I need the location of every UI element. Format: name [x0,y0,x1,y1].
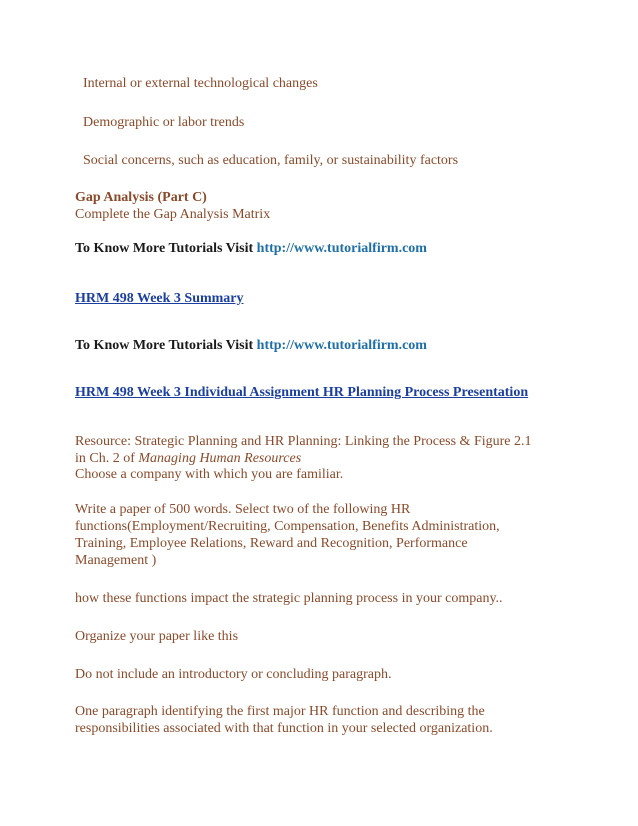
no-intro-text: Do not include an introductory or concluding paragraph. [75,667,392,682]
bullet-technological-changes: Internal or external technological changes [83,76,318,91]
impact-text: how these functions impact the strategic planning process in your company.. [75,591,503,606]
bullet-social-concerns: Social concerns, such as education, family, or sustainability factors [83,153,459,168]
gap-analysis-heading: Gap Analysis (Part C) [75,190,207,205]
paper-line-3: Training, Employee Relations, Reward and Recognition, Performance [75,536,468,551]
paper-line-2: functions(Employment/Recruiting, Compensation, Benefits Administration, [75,519,500,534]
paragraph-line-2: responsibilities associated with that function in your selected organization. [75,721,493,736]
promo-line-1 [75,240,427,257]
promo-line-2 [75,337,427,354]
resource-line-3: Choose a company with which you are familiar. [75,467,344,482]
promo-url-1[interactable]: http://www.tutorialfirm.com [256,241,427,256]
organize-text: Organize your paper like this [75,629,239,644]
link-week3-summary[interactable]: HRM 498 Week 3 Summary [75,291,244,306]
paper-line-1: Write a paper of 500 words. Select two of the following HR [75,502,411,517]
bullet-demographic-trends: Demographic or labor trends [83,115,245,130]
paragraph-line-1: One paragraph identifying the first major HR function and describing the [75,704,485,719]
resource-line-2 [75,450,301,467]
promo-text-1: To Know More Tutorials Visit [75,241,257,256]
paper-line-4: Management ) [75,553,157,568]
link-week3-assignment[interactable]: HRM 498 Week 3 Individual Assignment HR Planning Process Presentation [75,385,529,400]
resource-line-1: Resource: Strategic Planning and HR Planning: Linking the Process & Figure 2.1 [75,434,532,449]
promo-url-2[interactable]: http://www.tutorialfirm.com [256,338,427,353]
resource-line-2-prefix: in Ch. 2 of [75,451,139,466]
promo-text-2: To Know More Tutorials Visit [75,338,257,353]
gap-analysis-instruction: Complete the Gap Analysis Matrix [75,207,271,222]
resource-book-title: Managing Human Resources [138,451,302,466]
